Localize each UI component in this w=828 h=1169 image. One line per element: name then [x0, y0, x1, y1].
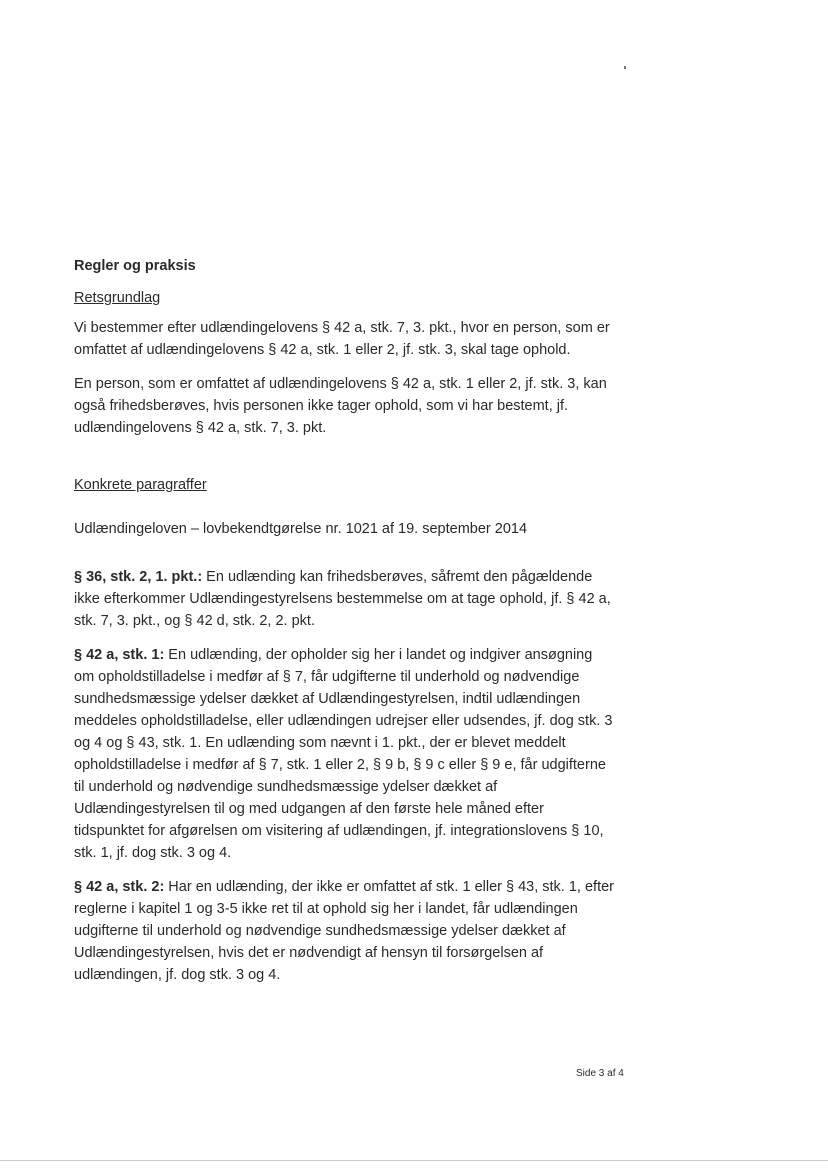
- paragraph: Vi bestemmer efter udlændingelovens § 42 a, stk. 7, 3. pkt., hvor en person, som er omfattet af udlændingelovens § 42 a, stk. 1 eller 2, jf. stk. 3, skal tage ophold.: [74, 320, 610, 358]
- provision-label: § 36, stk. 2, 1. pkt.:: [74, 569, 203, 585]
- provision-42a-2: [74, 876, 614, 986]
- provision-42a-1: [74, 644, 614, 864]
- section-title-retsgrundlag: Retsgrundlag: [74, 290, 161, 306]
- provision-label: § 42 a, stk. 2:: [74, 879, 165, 895]
- section-title-konkrete-paragraffer: Konkrete paragraffer: [74, 477, 207, 493]
- paragraph: En person, som er omfattet af udlændingelovens § 42 a, stk. 1 eller 2, jf. stk. 3, kan også frihedsberøves, hvis personen ikke tager ophold, som vi har bestemt, jf. udlændingelovens § 42 a, stk. 7, 3. pkt.: [74, 376, 607, 436]
- page-number: Side 3 af 4: [576, 1068, 624, 1079]
- provision-label: § 42 a, stk. 1:: [74, 647, 165, 663]
- document-body: [74, 256, 614, 998]
- provision-text: Har en udlænding, der ikke er omfattet af stk. 1 eller § 43, stk. 1, efter reglerne i kapitel 1 og 3-5 ikke ret til at ophold sig her i landet, får udlændingen udgifterne til underhold og nødvendige sundhedsmæssige ydelser dækket af Udlændingestyrelsen, hvis det er nødvendigt af hensyn til forsørgelsen af udlændingen, jf. dog stk. 3 og 4.: [74, 879, 615, 983]
- document-heading: Regler og praksis: [74, 258, 196, 274]
- provision-36-2: [74, 566, 614, 632]
- scan-edge-line: [0, 1160, 828, 1161]
- provision-text: En udlænding kan frihedsberøves, såfremt den pågældende ikke efterkommer Udlændingestyrelsens bestemmelse om at tage ophold, jf. § 42 a, stk. 7, 3. pkt., og § 42 d, stk. 2, 2. pkt.: [74, 569, 611, 629]
- provision-text: En udlænding, der opholder sig her i landet og indgiver ansøgning om opholdstilladelse i medfør af § 7, får udgifterne til underhold og nødvendige sundhedsmæssige ydelser dækket af Udlændingestyrelsen, indtil udlændingen meddeles opholdstilladelse, eller udlændingen udrejser eller udsendes, jf. dog stk. 3 og 4 og § 43, stk. 1. En udlænding som nævnt i 1. pkt., der er blevet meddelt opholdstilladelse i medfør af § 7, stk. 1 eller 2, § 9 b, § 9 c eller § 9 e, får udgifterne til underhold og nødvendige sundhedsmæssige ydelser dækket af Udlændingestyrelsen til og med udgangen af den første hele måned efter tidspunktet for afgørelsen om visitering af udlændingen, jf. integrationslovens § 10, stk. 1, jf. dog stk. 3 og 4.: [74, 647, 613, 861]
- scan-speck: [624, 66, 626, 69]
- law-reference: Udlændingeloven – lovbekendtgørelse nr. 1021 af 19. september 2014: [74, 521, 528, 537]
